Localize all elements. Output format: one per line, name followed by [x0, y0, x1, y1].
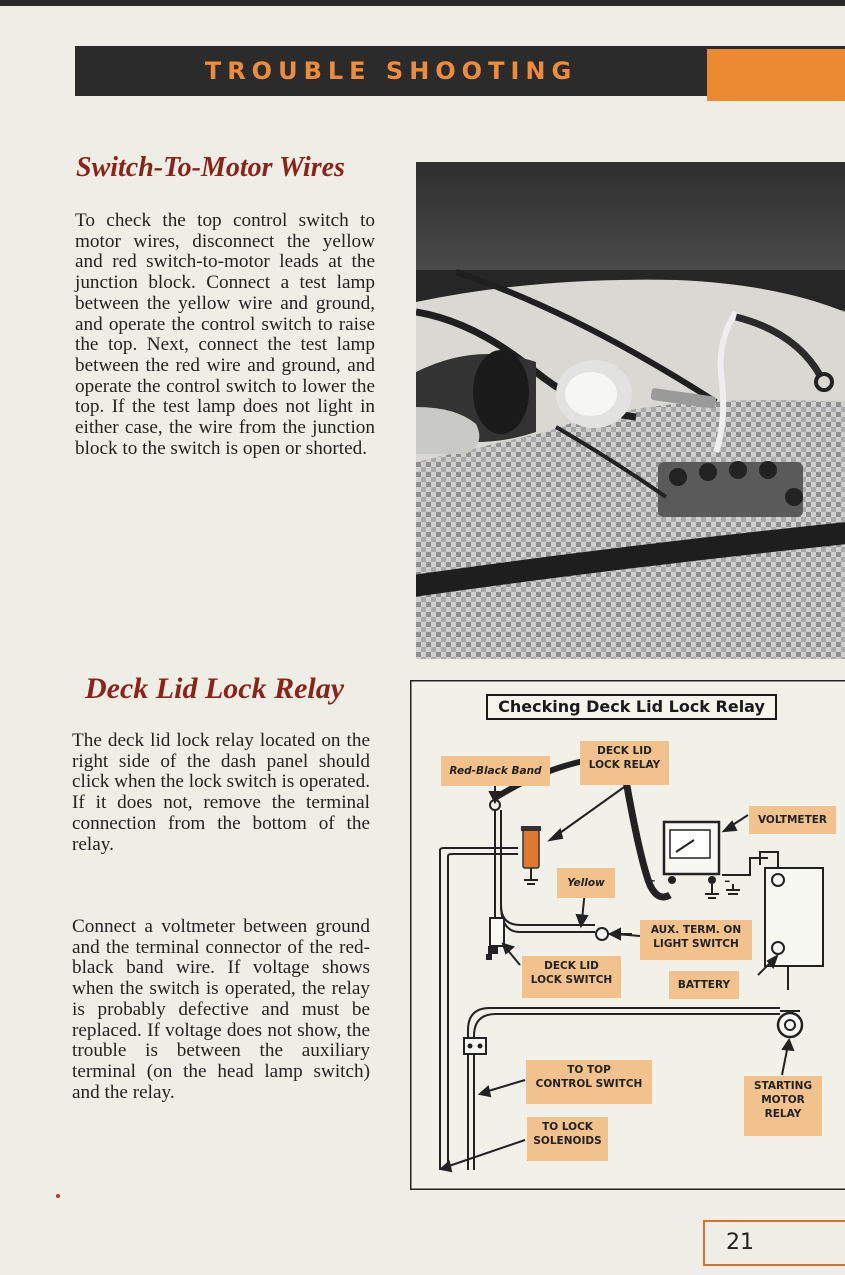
label-deck-lid-lock-relay: DECK LID LOCK RELAY [580, 741, 669, 785]
header-accent-block [707, 49, 845, 101]
label-deck-lid-lock-switch: DECK LID LOCK SWITCH [522, 956, 621, 998]
label-to-lock-solenoids: TO LOCK SOLENOIDS [527, 1117, 608, 1161]
label-starting-motor-relay: STARTING MOTOR RELAY [744, 1076, 822, 1136]
switch-to-motor-body: To check the top control switch to motor wires, disconnect the yellow and red switch-to-motor leads at the junction block. Connect a test lamp between the yellow wire and ground, and operate the control switch to raise the top. Next, connect the test lamp between the red wire and ground, and operate the control switch to lower the top. If the test lamp does not light in either case, the wire from the junction block to the switch is open or shorted. [75, 210, 375, 459]
top-edge-line [0, 0, 845, 6]
page-number: 21 [703, 1220, 845, 1266]
print-speck [56, 1194, 60, 1198]
minus-sign: - [724, 870, 731, 891]
label-yellow: Yellow [557, 868, 615, 898]
label-to-top-control-switch: TO TOP CONTROL SWITCH [526, 1060, 652, 1104]
section-heading-deck-lid-lock-relay: Deck Lid Lock Relay [85, 672, 345, 705]
label-voltmeter: VOLTMETER [749, 806, 836, 834]
banner-title: TROUBLE SHOOTING [204, 57, 578, 85]
label-aux-term-light-switch: AUX. TERM. ON LIGHT SWITCH [640, 920, 752, 960]
label-red-black-band: Red-Black Band [441, 756, 550, 786]
section-heading-switch-to-motor: Switch-To-Motor Wires [76, 152, 345, 183]
deck-lid-relay-body-2: Connect a voltmeter between ground and the terminal connector of the red-black band wire. If voltage shows when the switch is operated, the relay is probably defective and must be replaced. If voltage does not show, the trouble is between the auxiliary terminal (on the head lamp switch) and the relay. [72, 916, 370, 1103]
test-lamp-photo [416, 162, 845, 659]
deck-lid-relay-body-1: The deck lid lock relay located on the right side of the dash panel should click when the lock switch is operated. If it does not, remove the terminal connection from the bottom of the relay. [72, 730, 370, 855]
plus-sign: + [643, 871, 657, 890]
label-battery: BATTERY [669, 971, 739, 999]
diagram-title: Checking Deck Lid Lock Relay [486, 694, 777, 720]
